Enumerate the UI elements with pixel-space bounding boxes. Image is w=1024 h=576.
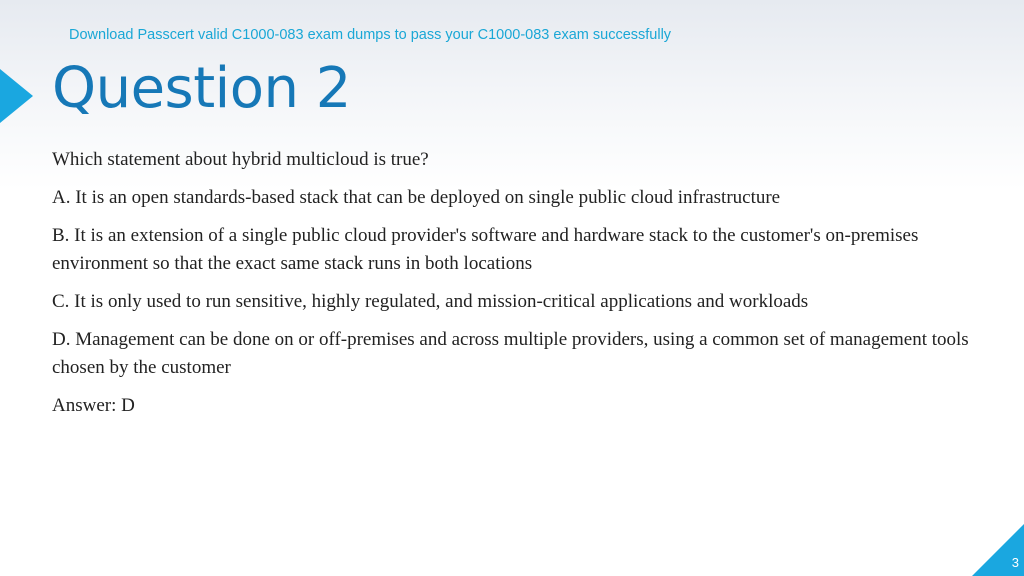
option-a: A. It is an open standards-based stack that can be deployed on single public cloud infrastructure xyxy=(52,187,781,208)
question-text: Which statement about hybrid multicloud is true? xyxy=(52,149,429,170)
answer-text: Answer: D xyxy=(52,395,135,416)
question-content xyxy=(52,146,992,430)
option-c: C. It is only used to run sensitive, highly regulated, and mission-critical applications and workloads xyxy=(52,291,809,312)
arrow-pointer-icon xyxy=(0,69,33,123)
download-banner[interactable]: Download Passcert valid C1000-083 exam dumps to pass your C1000-083 exam successfully xyxy=(69,27,672,43)
page-number: 3 xyxy=(1011,555,1019,570)
option-b: B. It is an extension of a single public cloud provider's software and hardware stack to the customer's on-premises environment so that the exact same stack runs in both locations xyxy=(52,225,919,274)
option-d: D. Management can be done on or off-premises and across multiple providers, using a common set of management tools chosen by the customer xyxy=(52,329,969,378)
slide-title: Question 2 xyxy=(52,56,351,121)
